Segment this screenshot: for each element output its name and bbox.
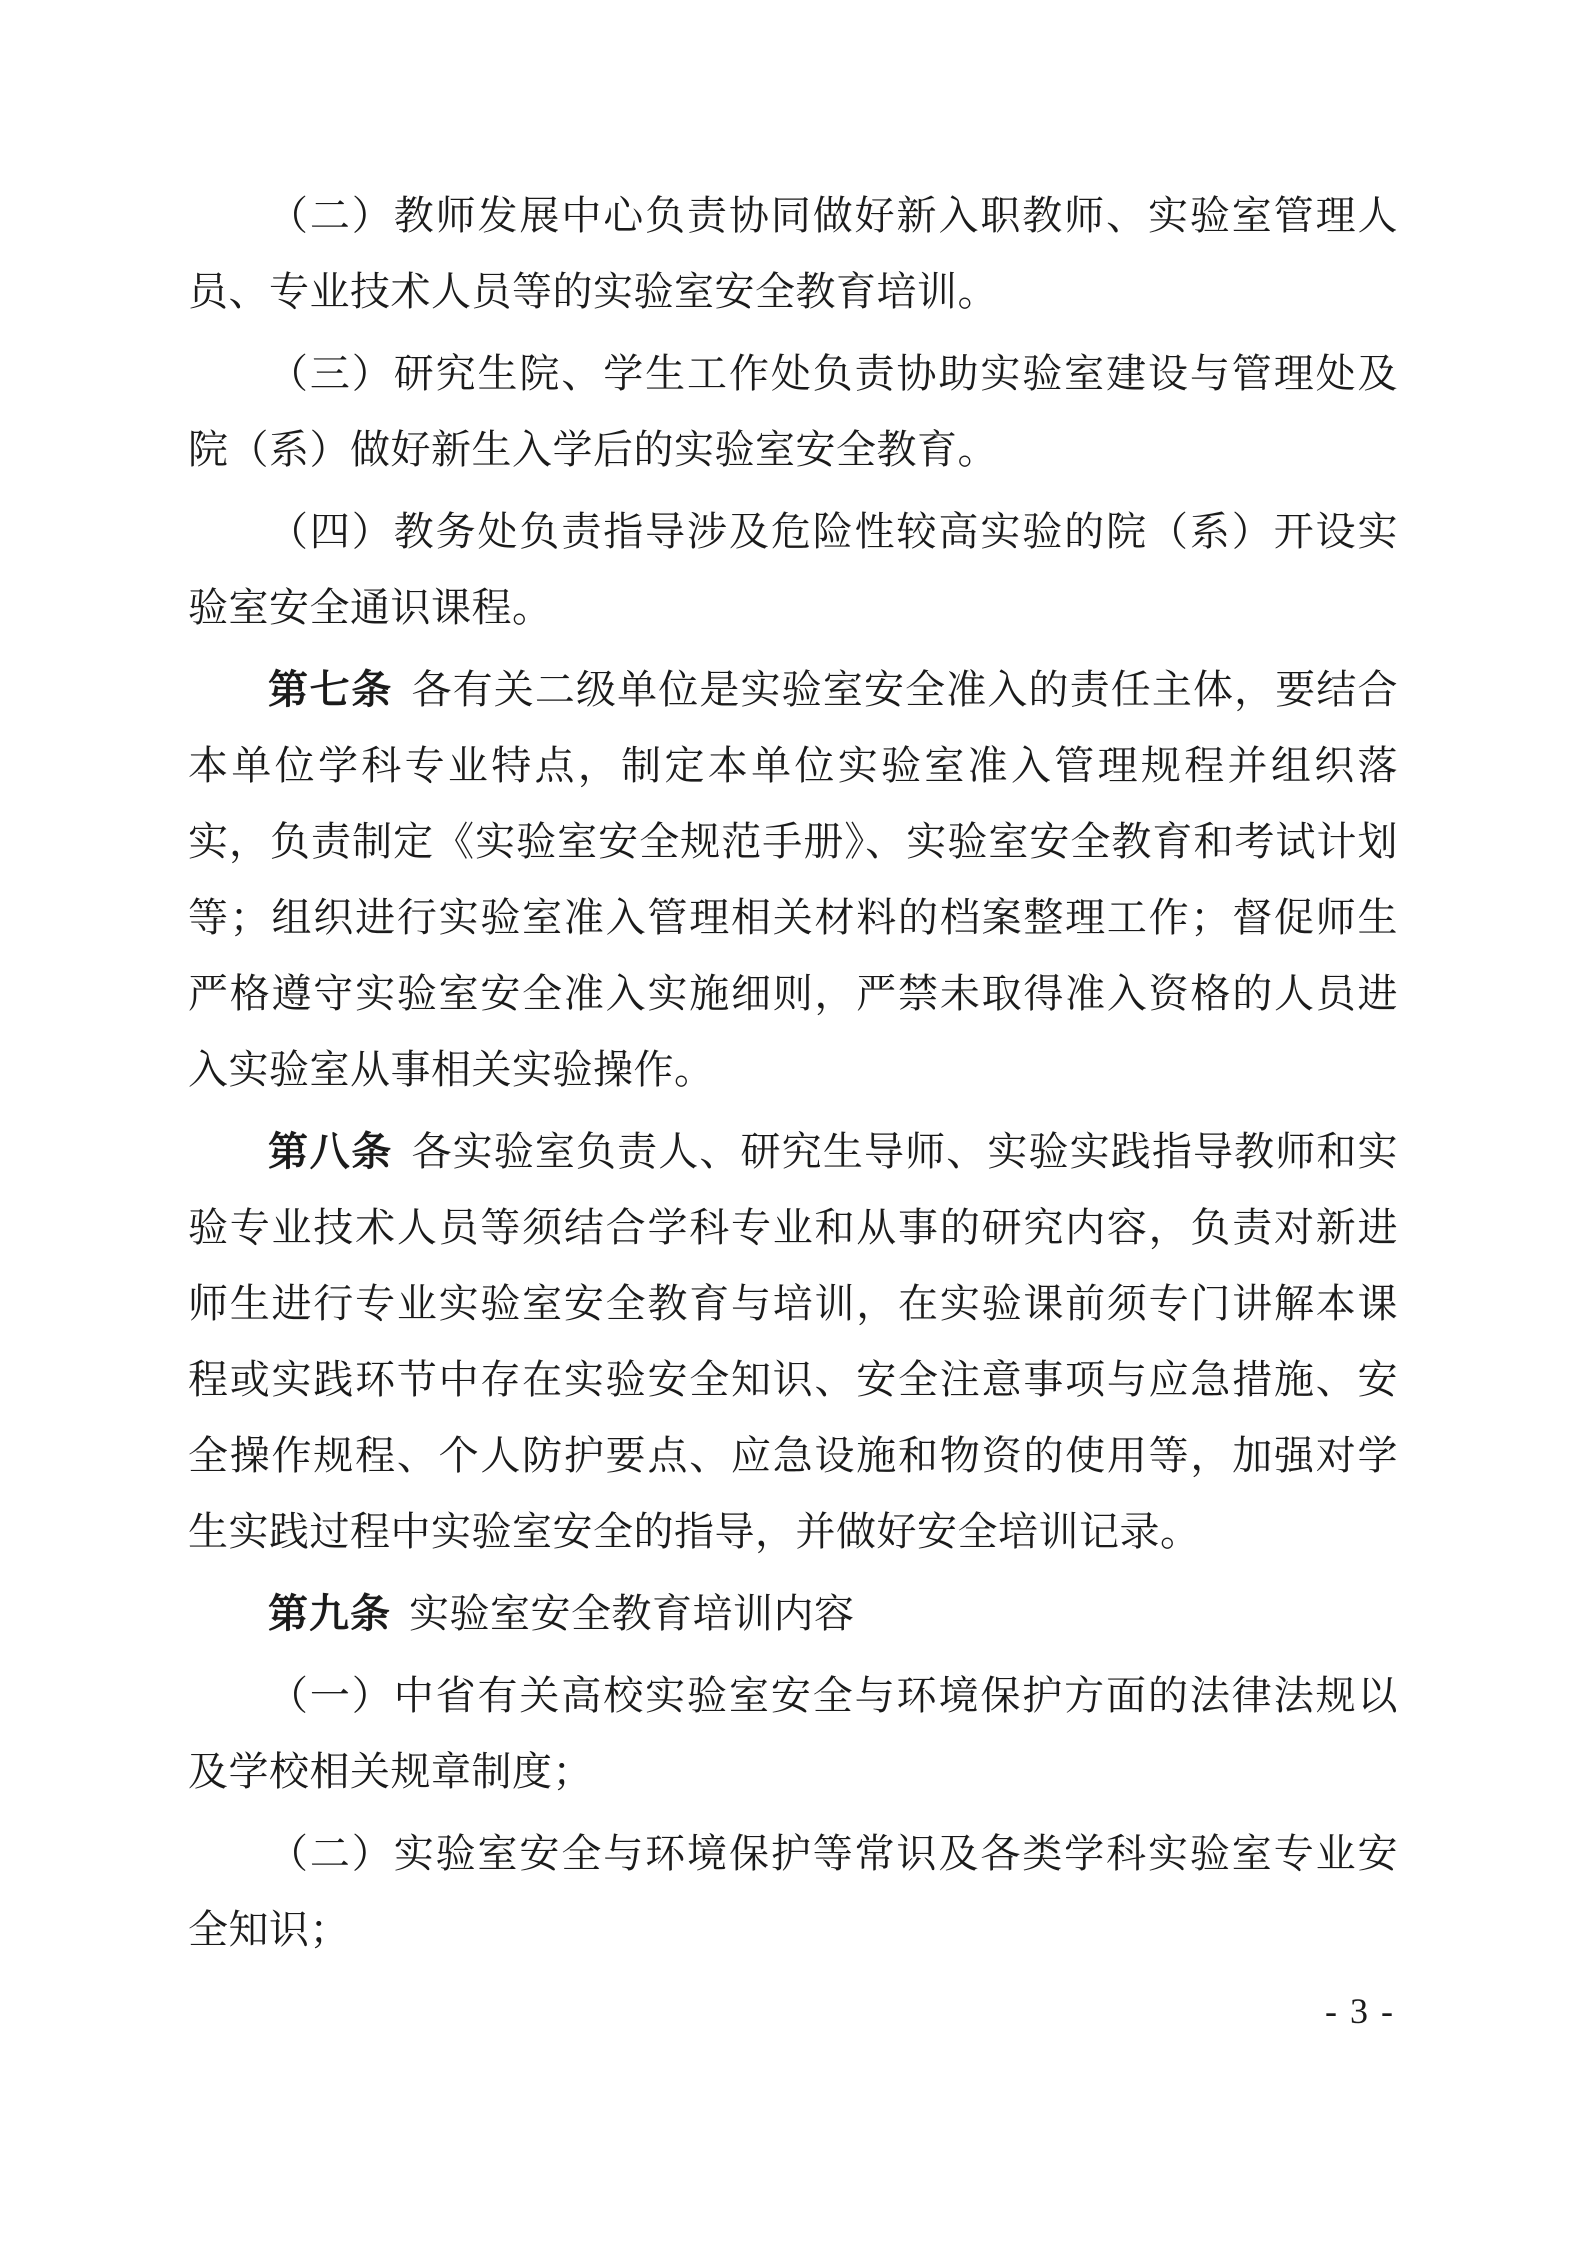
page-number: - 3 -: [1325, 1991, 1395, 2031]
article-eight-text: 各实验室负责人、研究生导师、实验实践指导教师和实验专业技术人员等须结合学科专业和从事的研究内容，负责对新进师生进行专业实验室安全教育与培训，在实验课前须专门讲解本课程或实践环节中存在实验安全知识、安全注意事项与应急措施、安全操作规程、个人防护要点、应急设施和物资的使用等，加强对学生实践过程中实验室安全的指导，并做好安全培训记录。: [188, 1129, 1399, 1554]
paragraph-article-nine-item-one: （一）中省有关高校实验室安全与环境保护方面的法律法规以及学校相关规章制度；: [188, 1673, 1398, 1794]
article-nine-text: 实验室安全教育培训内容: [409, 1591, 855, 1636]
article-seven-text: 各有关二级单位是实验室安全准入的责任主体，要结合本单位学科专业特点，制定本单位实验室准入管理规程并组织落实，负责制定《实验室安全规范手册》、实验室安全教育和考试计划等；组织进行实验室准入管理相关材料的档案整理工作；督促师生严格遵守实验室安全准入实施细则，严禁未取得准入资格的人员进入实验室从事相关实验操作。: [188, 667, 1399, 1092]
paragraph-article-nine: [188, 1576, 1398, 1652]
article-label-eight: 第八条: [268, 1129, 393, 1174]
paragraph-item-three: （三）研究生院、学生工作处负责协助实验室建设与管理处及院（系）做好新生入学后的实验室安全教育。: [188, 351, 1398, 472]
paragraph-item-four: （四）教务处负责指导涉及危险性较高实验的院（系）开设实验室安全通识课程。: [188, 509, 1398, 630]
paragraph-article-eight: [188, 1114, 1398, 1570]
document-body: [188, 178, 1398, 1974]
paragraph-article-seven: [188, 652, 1398, 1108]
article-label-nine: 第九条: [268, 1591, 391, 1636]
paragraph-item-two: （二）教师发展中心负责协同做好新入职教师、实验室管理人员、专业技术人员等的实验室安全教育培训。: [188, 193, 1398, 314]
paragraph-article-nine-item-two: （二）实验室安全与环境保护等常识及各类学科实验室专业安全知识；: [188, 1831, 1398, 1952]
article-label-seven: 第七条: [268, 667, 393, 712]
